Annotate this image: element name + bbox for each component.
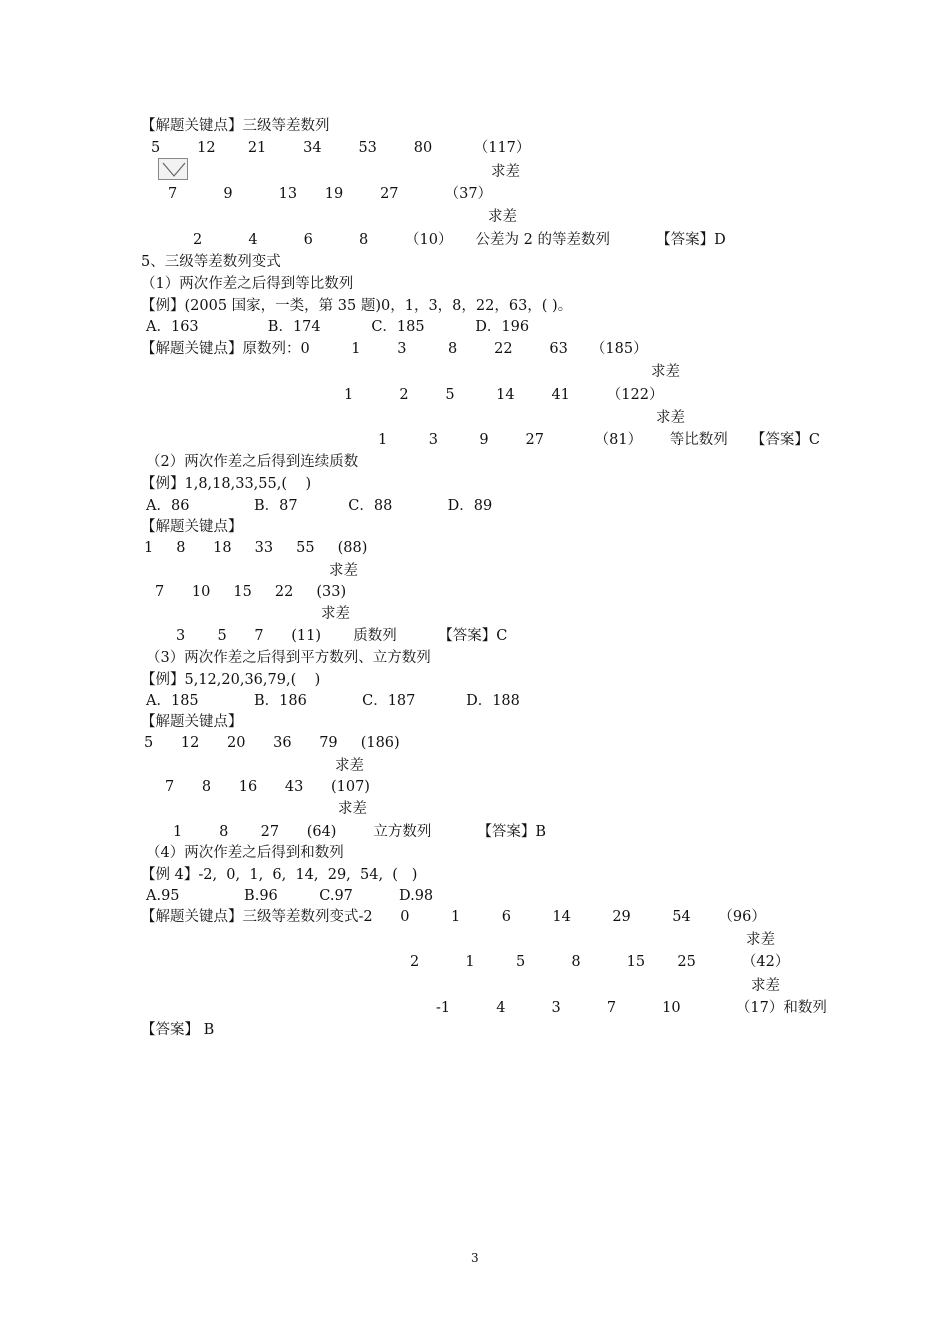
text-line: 5 12 21 34 53 80 （117） bbox=[151, 140, 531, 156]
text-line: 【解题关键点】原数列：0 1 3 8 22 63 （185） bbox=[141, 341, 648, 357]
text-line: 3 5 7 (11) 质数列 【答案】C bbox=[176, 628, 508, 644]
text-line: 1 2 5 14 41 （122） bbox=[344, 387, 664, 403]
diff-label: 求差 bbox=[321, 606, 350, 622]
answer-line: 【答案】 B bbox=[141, 1022, 215, 1038]
subsection-heading: （2）两次作差之后得到连续质数 bbox=[146, 454, 359, 470]
diff-label: 求差 bbox=[751, 978, 780, 994]
text-line: 2 1 5 8 15 25 （42） bbox=[410, 954, 790, 970]
diff-label: 求差 bbox=[656, 410, 685, 426]
text-line: 【例】1,8,18,33,55,( ) bbox=[141, 476, 312, 492]
text-line: 【解题关键点】 bbox=[141, 714, 243, 730]
text-line: 7 9 13 19 27 （37） bbox=[168, 186, 493, 202]
diff-label: 求差 bbox=[651, 364, 680, 380]
text-line: 5 12 20 36 79 (186) bbox=[144, 735, 400, 751]
diff-label: 求差 bbox=[488, 209, 517, 225]
diff-label: 求差 bbox=[338, 801, 367, 817]
diff-label: 求差 bbox=[746, 932, 775, 948]
text-line: 1 8 18 33 55 (88) bbox=[144, 540, 368, 556]
text-line: 【例】5,12,20,36,79,( ) bbox=[141, 672, 321, 688]
text-line: 1 8 27 (64) 立方数列 【答案】B bbox=[173, 824, 547, 840]
subsection-heading: （1）两次作差之后得到等比数列 bbox=[141, 276, 354, 292]
text-line: A．163 B．174 C．185 D．196 bbox=[146, 319, 530, 335]
text-line: 2 4 6 8 （10） 公差为 2 的等差数列 【答案】D bbox=[193, 232, 726, 248]
diff-label: 求差 bbox=[491, 164, 520, 180]
text-line: A.95 B.96 C.97 D.98 bbox=[146, 888, 434, 904]
text-line: 【例】(2005 国家，一类，第 35 题)0，1，3，8，22，63，( )。 bbox=[141, 298, 573, 314]
text-line: A．86 B．87 C．88 D．89 bbox=[146, 498, 493, 514]
page-number: 3 bbox=[471, 1251, 479, 1265]
diff-label: 求差 bbox=[329, 563, 358, 579]
text-line: A．185 B．186 C．187 D．188 bbox=[146, 693, 520, 709]
text-line: 7 8 16 43 (107) bbox=[165, 779, 370, 795]
text-line: 【例 4】-2, 0, 1, 6, 14, 29, 54, ( ) bbox=[141, 867, 418, 883]
text-line: 【解题关键点】 bbox=[141, 519, 243, 535]
subsection-heading: （3）两次作差之后得到平方数列、立方数列 bbox=[146, 650, 431, 666]
diff-label: 求差 bbox=[335, 758, 364, 774]
text-line: 7 10 15 22 (33) bbox=[155, 584, 347, 600]
section-heading: 5、三级等差数列变式 bbox=[141, 254, 281, 270]
subsection-heading: （4）两次作差之后得到和数列 bbox=[146, 845, 344, 861]
checkbox-icon bbox=[158, 158, 188, 180]
text-line: 【解题关键点】三级等差数列变式-2 0 1 6 14 29 54 （96） bbox=[141, 909, 766, 925]
text-line: 1 3 9 27 （81） 等比数列 【答案】C bbox=[378, 432, 820, 448]
text-line: -1 4 3 7 10 （17）和数列 bbox=[436, 1000, 827, 1016]
text-line: 【解题关键点】三级等差数列 bbox=[141, 118, 330, 134]
